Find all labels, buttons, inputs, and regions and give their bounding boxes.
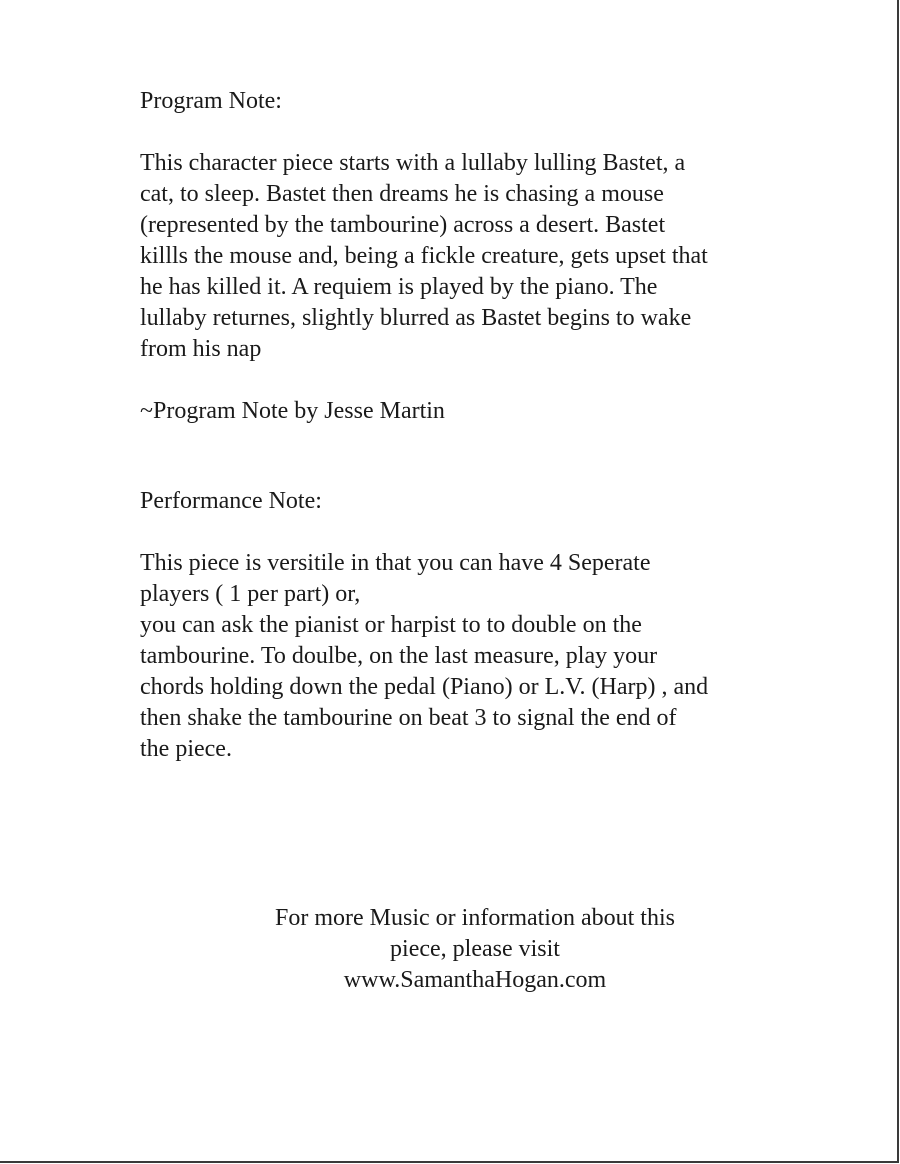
program-note-line: This character piece starts with a lullaby lulling Bastet, a [140, 150, 686, 176]
program-note-line: (represented by the tambourine) across a desert. Bastet [140, 212, 666, 238]
performance-note-line: tambourine. To doulbe, on the last measure, play your [140, 643, 658, 669]
program-note-line: from his nap [140, 336, 262, 362]
program-note-signature: ~Program Note by Jesse Martin [140, 398, 445, 424]
program-note-line: cat, to sleep. Bastet then dreams he is chasing a mouse [140, 181, 664, 207]
performance-note-heading: Performance Note: [140, 488, 322, 514]
program-note-section [140, 86, 820, 427]
program-note-line: lullaby returnes, slightly blurred as Bastet begins to wake [140, 305, 692, 331]
performance-note-line: then shake the tambourine on beat 3 to signal the end of [140, 705, 677, 731]
website-link[interactable]: www.SamanthaHogan.com [343, 967, 607, 993]
footer-line: piece, please visit [390, 936, 560, 962]
footer-line: For more Music or information about this [275, 905, 675, 931]
program-note-body [140, 148, 820, 365]
program-note-line: killls the mouse and, being a fickle creature, gets upset that [140, 243, 708, 269]
performance-note-line: This piece is versitile in that you can have 4 Seperate [140, 550, 651, 576]
program-note-line: he has killed it. A requiem is played by the piano. The [140, 274, 658, 300]
performance-note-section [140, 486, 820, 796]
performance-note-line: players ( 1 per part) or, [140, 581, 361, 607]
performance-note-line: the piece. [140, 736, 232, 762]
performance-note-body [140, 548, 820, 765]
program-note-heading: Program Note: [140, 88, 282, 114]
performance-note-line: chords holding down the pedal (Piano) or L.V. (Harp) , and [140, 674, 709, 700]
performance-note-line: you can ask the pianist or harpist to to double on the [140, 612, 642, 638]
footer-info [150, 903, 800, 996]
